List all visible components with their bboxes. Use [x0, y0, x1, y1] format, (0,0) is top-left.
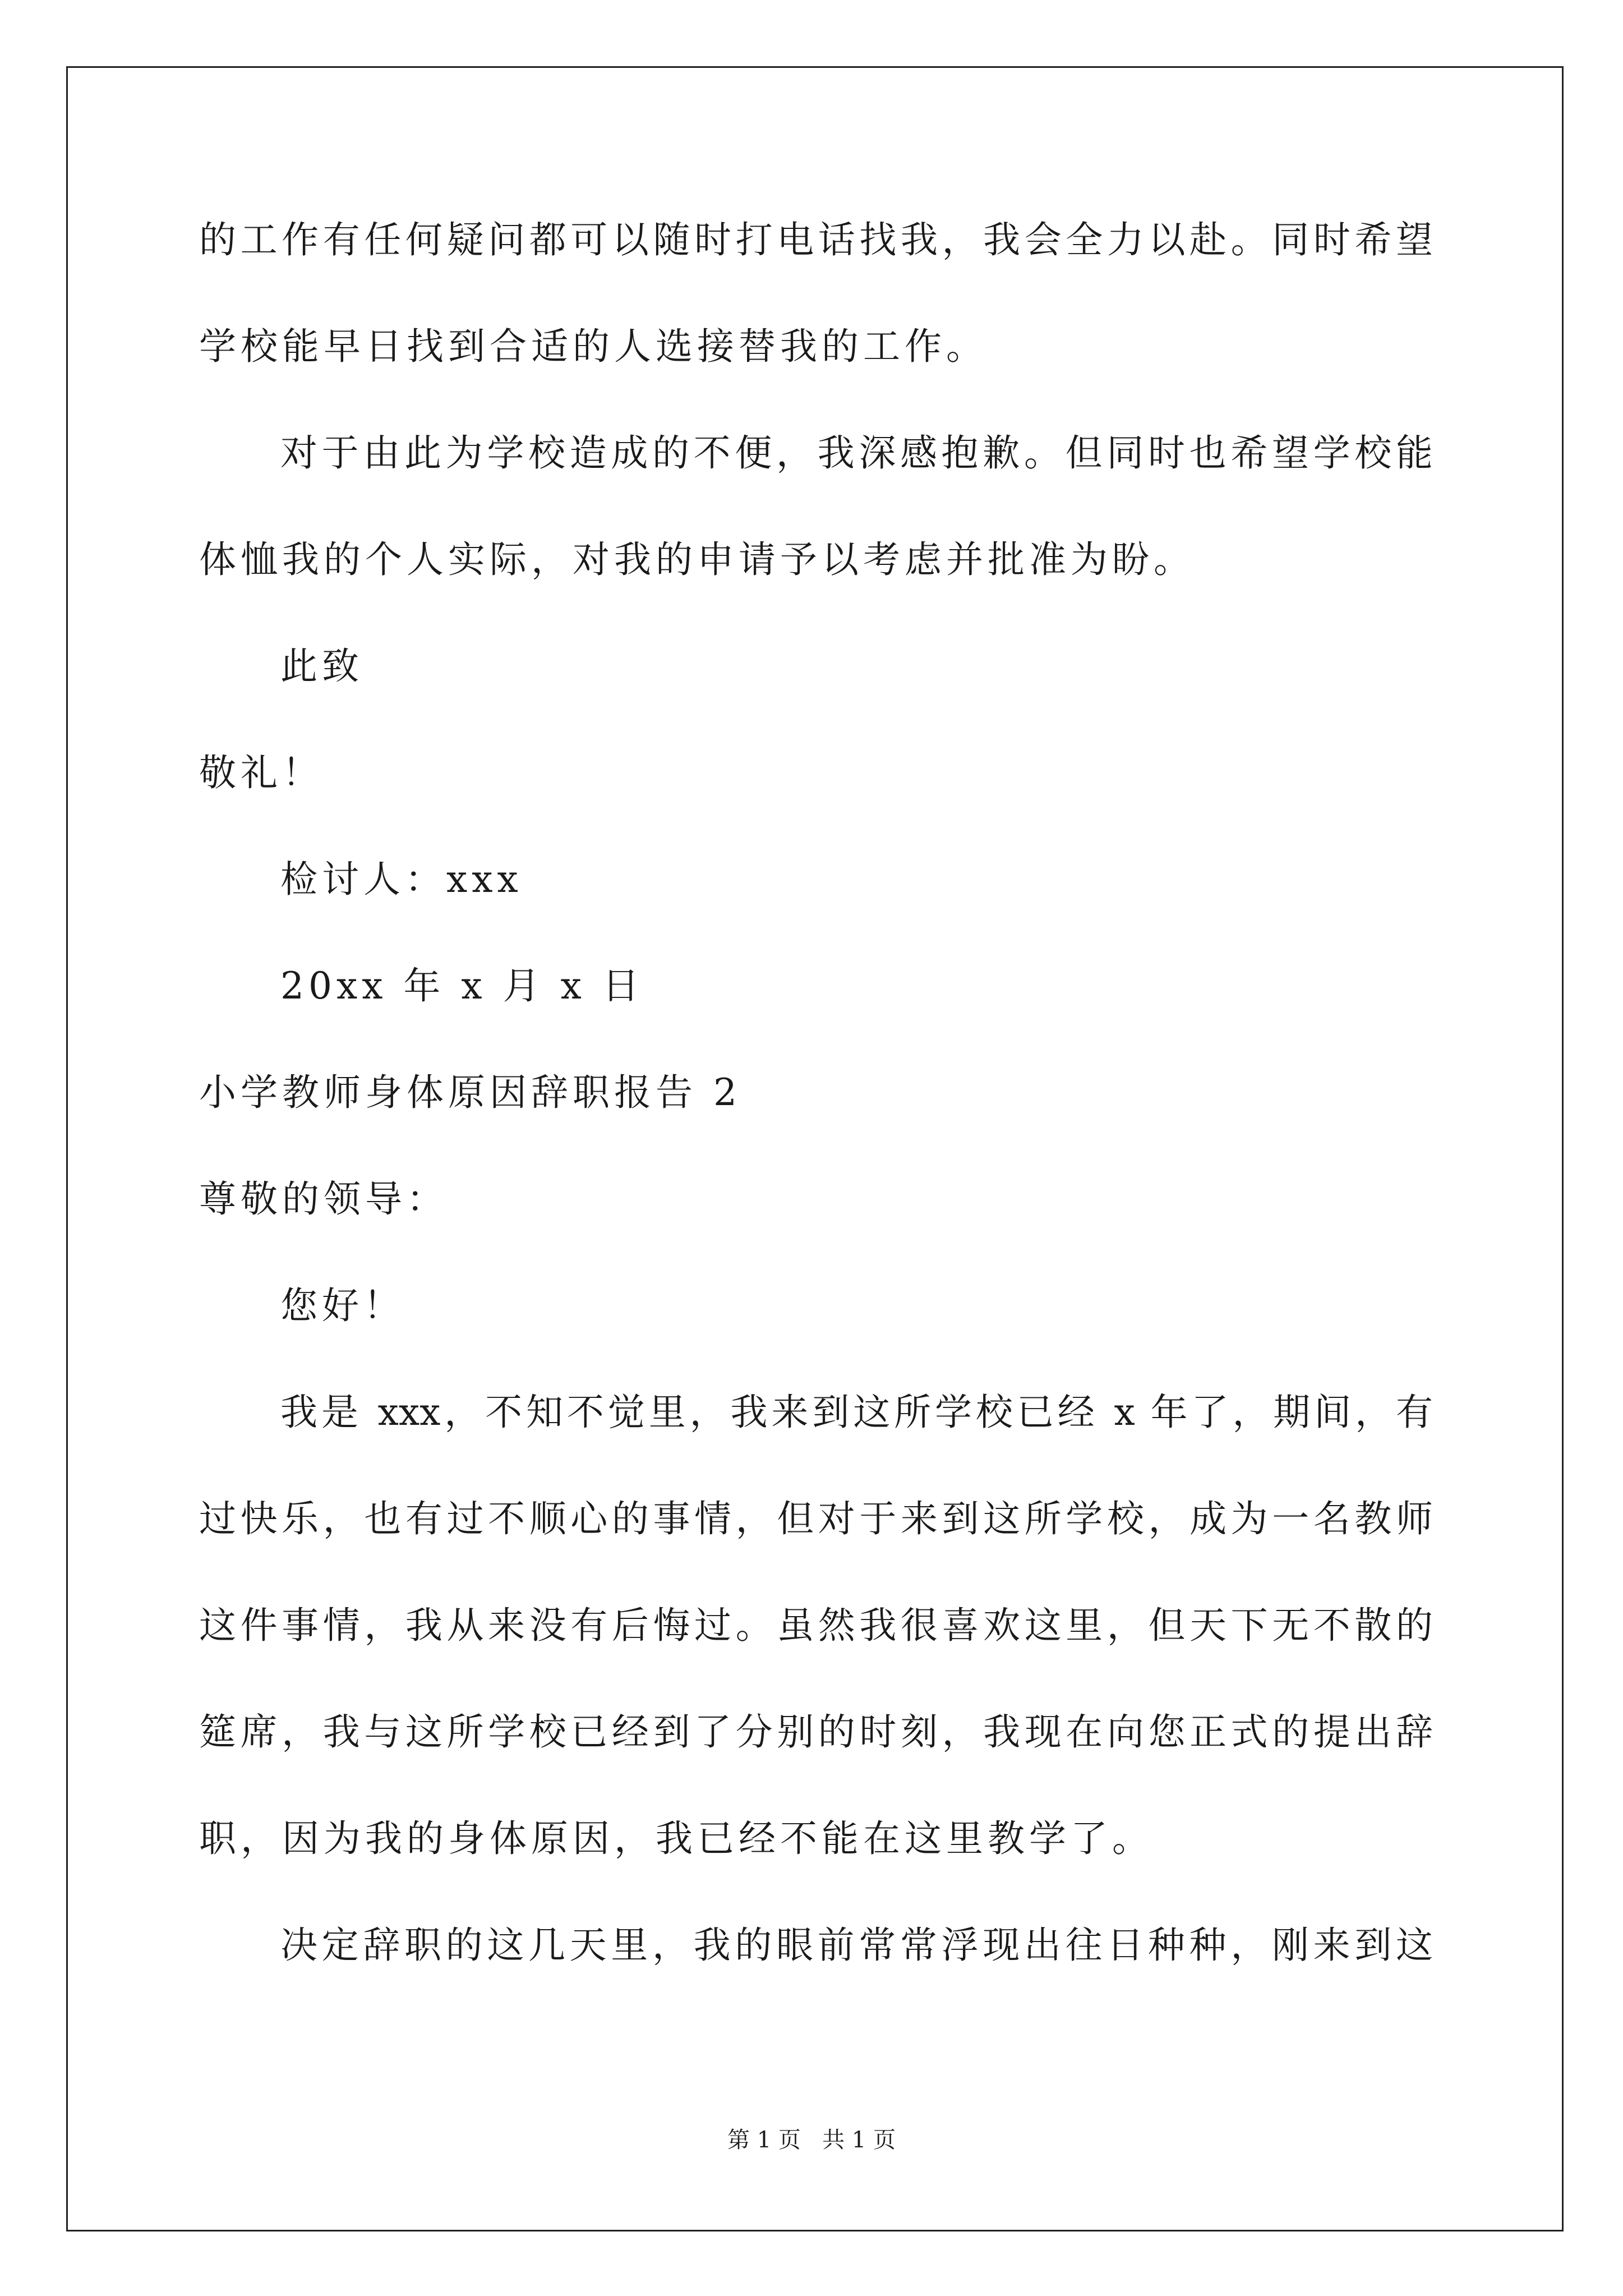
text-line: 这件事情，我从来没有后悔过。虽然我很喜欢这里，但天下无不散的: [199, 1604, 1433, 1647]
document-body: [199, 213, 1433, 2025]
text-line: 体恤我的个人实际，对我的申请予以考虑并批准为盼。: [199, 538, 1195, 581]
page-footer: 第 1 页 共 1 页: [727, 2127, 896, 2153]
section-title: 小学教师身体原因辞职报告 2: [199, 1071, 741, 1114]
closing-salutation: 此致: [280, 645, 363, 688]
text-line: 对于由此为学校造成的不便，我深感抱歉。但同时也希望学校能: [280, 431, 1433, 475]
text-line: 我是 xxx，不知不觉里，我来到这所学校已经 x 年了，期间，有: [280, 1391, 1433, 1434]
signature-line: 检讨人：xxx: [280, 858, 523, 901]
text-line: 学校能早日找到合适的人选接替我的工作。: [199, 325, 988, 368]
date-line: 20xx 年 x 月 x 日: [280, 964, 644, 1007]
salutation: 尊敬的领导：: [199, 1177, 448, 1221]
greeting: 您好！: [280, 1284, 405, 1327]
text-line: 的工作有任何疑问都可以随时打电话找我，我会全力以赴。同时希望: [199, 218, 1433, 261]
text-line: 筵席，我与这所学校已经到了分别的时刻，我现在向您正式的提出辞: [199, 1710, 1433, 1754]
closing-regards: 敬礼！: [199, 751, 324, 794]
text-line: 职，因为我的身体原因，我已经不能在这里教学了。: [199, 1817, 1154, 1860]
text-line: 过快乐，也有过不顺心的事情，但对于来到这所学校，成为一名教师: [199, 1497, 1433, 1540]
text-line: 决定辞职的这几天里，我的眼前常常浮现出往日种种，刚来到这: [280, 1924, 1433, 1967]
